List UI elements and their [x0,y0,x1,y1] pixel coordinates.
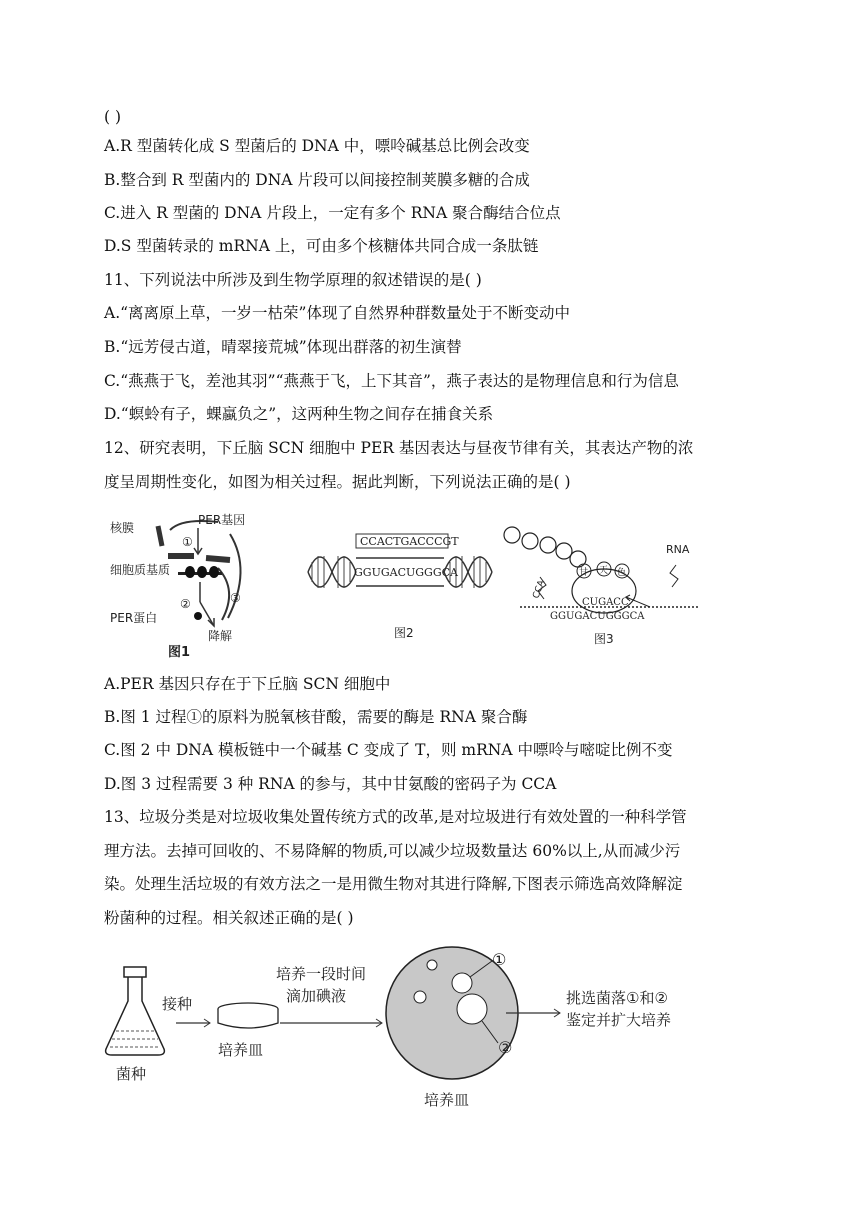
rna-label: RNA [666,543,690,556]
ribosome [185,566,195,578]
label-culture-line1: 培养一段时间 [276,965,367,983]
q13-stem-line2: 理方法。去掉可回收的、不易降解的物质,可以减少垃圾数量达 60%以上,从而减少污 [104,842,681,860]
q13-stem-line3: 染。处理生活垃圾的有效方法之一是用微生物对其进行降解,下图表示筛选高效降解淀 [104,875,683,893]
figure-2-dna-transcription [304,522,494,642]
label-per-gene: PER基因 [198,513,246,527]
label-step-3: ③ [230,591,241,605]
q10-option-a: A.R 型菌转化成 S 型菌后的 DNA 中，嘌呤碱基总比例会改变 [104,137,530,155]
q13-stem-line4: 粉菌种的过程。相关叙述正确的是( ) [104,909,354,927]
label-result-line2: 鉴定并扩大培养 [566,1011,672,1029]
q13-stem-line1: 13、垃圾分类是对垃圾收集处置传统方式的改革,是对垃圾进行有效处置的一种科学管 [104,808,687,826]
label-strain: 菌种 [116,1065,147,1083]
figure-q13-screening [100,945,700,1110]
q11-option-b: B.“远芳侵古道，晴翠接荒城”体现出群落的初生演替 [104,338,462,356]
label-colony-1: ① [492,950,507,969]
q11-option-d: D.“螟蛉有子，蜾蠃负之”，这两种生物之间存在捕食关系 [104,405,494,423]
mrna-seq: GGUGACUGGGCA [550,611,645,622]
figure-1-per-expression [110,510,280,660]
q12-stem-line1: 12、研究表明，下丘脑 SCN 细胞中 PER 基因表达与昼夜节律有关，其表达产物的浓 [104,439,694,457]
q11-option-c: C.“燕燕于飞，差池其羽”“燕燕于飞，上下其音”，燕子表达的是物理信息和行为信息 [104,372,679,390]
q11-option-a: A.“离离原上草，一岁一枯荣”体现了自然界种群数量处于不断变动中 [104,304,570,322]
label-step-2: ② [180,597,191,611]
figure-3-translation [500,525,720,650]
amino-acid-label: 甘 [579,568,589,578]
label-dish-1: 培养皿 [218,1041,264,1059]
codon-seq: CUGACC [582,597,629,608]
colony-1 [452,973,472,993]
colony-2 [457,994,487,1024]
q10-option-b: B.整合到 R 型菌内的 DNA 片段可以间接控制荚膜多糖的合成 [104,171,530,189]
rna-bottom-strand: GGUGACUGGGCA [354,566,458,579]
per-protein-dot [194,612,202,620]
label-cytoplasm: 细胞质基质 [110,563,171,577]
q10-option-d: D.S 型菌转录的 mRNA 上，可由多个核糖体共同合成一条肽链 [104,237,539,255]
amino-acid-label: 色 [617,568,627,578]
anticodon-cca: CCA [531,579,548,601]
label-nuclear-membrane: 核膜 [110,521,135,535]
label-colony-2: ② [498,1038,513,1057]
figure-2-caption: 图2 [394,626,414,640]
q12-option-d: D.图 3 过程需要 3 种 RNA 的参与，其中甘氨酸的密码子为 CCA [104,775,557,793]
label-culture-line2: 滴加碘液 [286,987,347,1005]
label-dish-2: 培养皿 [424,1091,470,1109]
label-degrade: 降解 [208,629,233,643]
label-result-line1: 挑选菌落①和② [566,989,668,1007]
q12-option-c: C.图 2 中 DNA 模板链中一个碱基 C 变成了 T，则 mRNA 中嘌呤与嘧啶比例不变 [104,741,673,759]
q12-stem-line2: 度呈周期性变化，如图为相关过程。据此判断，下列说法正确的是( ) [104,473,571,491]
ribosome [209,566,219,578]
q10-option-c: C.进入 R 型菌的 DNA 片段上，一定有多个 RNA 聚合酶结合位点 [104,204,561,222]
label-per-protein: PER蛋白 [110,611,158,625]
figure-1-caption: 图1 [168,645,191,660]
q12-option-b: B.图 1 过程①的原料为脱氧核苷酸，需要的酶是 RNA 聚合酶 [104,708,528,726]
amino-acid-label: 天 [599,566,609,576]
ribosome [197,566,207,578]
flask-icon [106,975,165,1055]
q10-stem-tail: ( ) [104,108,122,126]
q12-option-a: A.PER 基因只存在于下丘脑 SCN 细胞中 [104,675,391,693]
q11-stem: 11、下列说法中所涉及到生物学原理的叙述错误的是( ) [104,271,482,289]
dna-top-strand: CCACTGACCCGT [360,535,459,548]
label-inoculate: 接种 [162,995,193,1013]
figure-3-caption: 图3 [594,632,614,646]
label-step-1: ① [182,535,193,549]
